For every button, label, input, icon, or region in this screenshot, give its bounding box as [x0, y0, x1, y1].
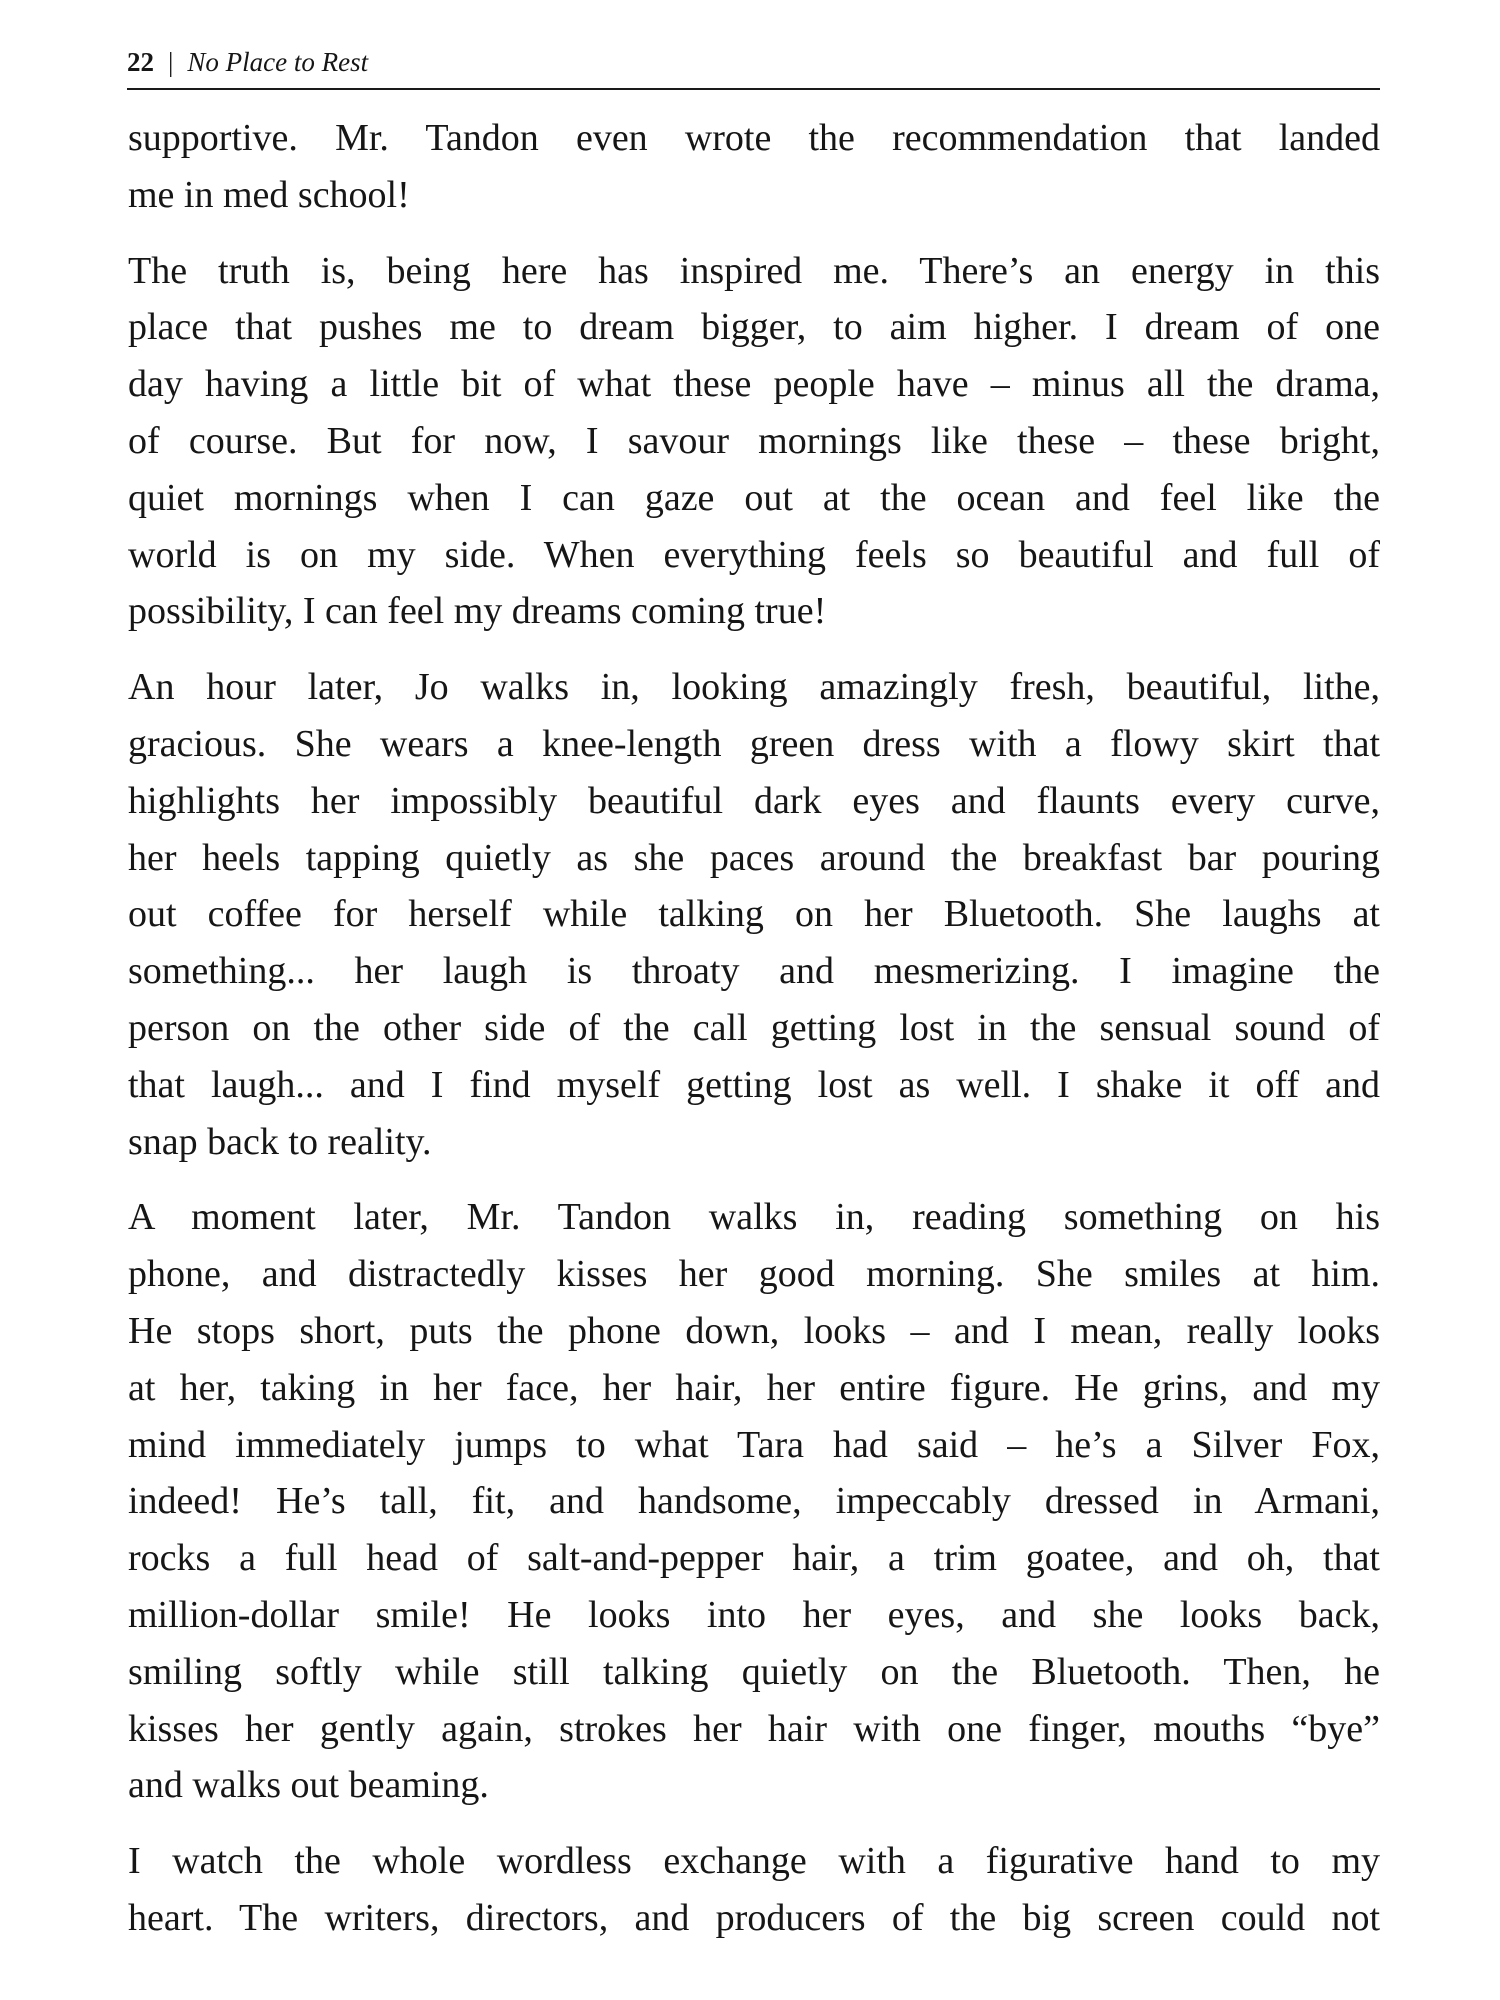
- text-line: indeed! He’s tall, fit, and handsome, impeccably dressed in Armani,: [128, 1480, 1380, 1523]
- text-line: kisses her gently again, strokes her hair with one finger, mouths “bye”: [128, 1707, 1380, 1750]
- text-line: heart. The writers, directors, and producers of the big screen could not: [128, 1896, 1380, 1939]
- text-line: rocks a full head of salt-and-pepper hair, a trim goatee, and oh, that: [128, 1537, 1380, 1580]
- paragraph: [128, 243, 1380, 641]
- text-line: An hour later, Jo walks in, looking amazingly fresh, beautiful, lithe,: [128, 666, 1380, 709]
- text-line: highlights her impossibly beautiful dark eyes and flaunts every curve,: [128, 779, 1380, 822]
- text-line: He stops short, puts the phone down, looks – and I mean, really looks: [128, 1309, 1380, 1352]
- text-line: phone, and distractedly kisses her good morning. She smiles at him.: [128, 1253, 1380, 1296]
- text-line: person on the other side of the call getting lost in the sensual sound of: [128, 1006, 1380, 1049]
- text-line: out coffee for herself while talking on her Bluetooth. She laughs at: [128, 893, 1380, 936]
- text-line: A moment later, Mr. Tandon walks in, reading something on his: [128, 1196, 1380, 1239]
- text-line: quiet mornings when I can gaze out at the ocean and feel like the: [128, 476, 1380, 519]
- body-text: [128, 110, 1380, 1966]
- text-line: that laugh... and I find myself getting lost as well. I shake it off and: [128, 1063, 1380, 1106]
- text-line: snap back to reality.: [128, 1120, 432, 1163]
- text-line: mind immediately jumps to what Tara had said – he’s a Silver Fox,: [128, 1423, 1380, 1466]
- text-line: something... her laugh is throaty and mesmerizing. I imagine the: [128, 950, 1380, 993]
- text-line: and walks out beaming.: [128, 1764, 489, 1807]
- text-line: world is on my side. When everything feels so beautiful and full of: [128, 533, 1380, 576]
- text-line: at her, taking in her face, her hair, her entire figure. He grins, and my: [128, 1366, 1380, 1409]
- paragraph: [128, 659, 1380, 1170]
- text-line: The truth is, being here has inspired me. There’s an energy in this: [128, 249, 1380, 292]
- paragraph: [128, 110, 1380, 224]
- text-line: smiling softly while still talking quietly on the Bluetooth. Then, he: [128, 1650, 1380, 1693]
- text-line: I watch the whole wordless exchange with a figurative hand to my: [128, 1840, 1380, 1883]
- page-number: 22: [127, 47, 154, 77]
- running-head: [127, 44, 1380, 90]
- text-line: me in med school!: [128, 173, 410, 216]
- text-line: of course. But for now, I savour mornings like these – these bright,: [128, 419, 1380, 462]
- paragraph: [128, 1189, 1380, 1814]
- text-line: million-dollar smile! He looks into her eyes, and she looks back,: [128, 1593, 1380, 1636]
- text-line: place that pushes me to dream bigger, to aim higher. I dream of one: [128, 306, 1380, 349]
- header-separator: |: [168, 47, 174, 77]
- book-title: No Place to Rest: [187, 47, 369, 77]
- text-line: supportive. Mr. Tandon even wrote the recommendation that landed: [128, 117, 1380, 159]
- text-line: her heels tapping quietly as she paces around the breakfast bar pouring: [128, 836, 1380, 879]
- paragraph: [128, 1833, 1380, 1947]
- text-line: day having a little bit of what these people have – minus all the drama,: [128, 363, 1380, 406]
- text-line: gracious. She wears a knee-length green dress with a flowy skirt that: [128, 722, 1380, 765]
- text-line: possibility, I can feel my dreams coming true!: [128, 590, 827, 633]
